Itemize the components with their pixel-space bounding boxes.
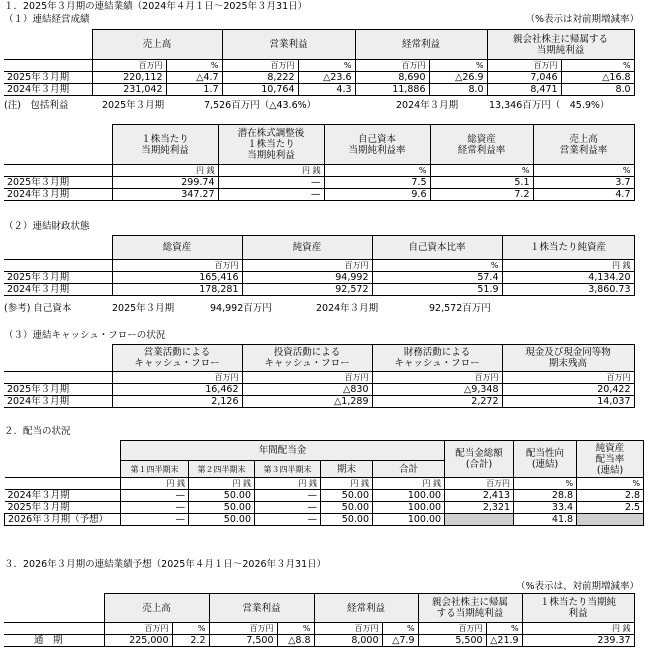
table-row xyxy=(5,502,644,514)
table-cell: 2024年３月期 xyxy=(4,84,92,96)
table-cell: % xyxy=(372,260,502,272)
table-cell: 8.0 xyxy=(561,84,634,96)
table-cell: 231,042 xyxy=(92,84,166,96)
header-operating-cf: 営業活動による キャッシュ・フロー xyxy=(112,345,242,372)
table-cell: 百万円 xyxy=(209,623,277,635)
header-roe: 自己資本 当期純利益率 xyxy=(324,125,430,165)
table-cell: 8.0 xyxy=(429,84,487,96)
label: (注) 包括利益 xyxy=(4,100,69,111)
table-cell: 41.8 xyxy=(514,514,577,526)
table-cell: 百万円 xyxy=(445,478,514,490)
table-cell: 165,416 xyxy=(112,272,242,284)
table-cell: 百万円 xyxy=(418,623,486,635)
label: 13,346百万円（ 45.9%） xyxy=(489,100,610,111)
table-cell: △16.8 xyxy=(561,72,634,84)
table-cell: — xyxy=(121,490,189,502)
table-cell: — xyxy=(255,514,321,526)
label: 第２四半期末 xyxy=(189,461,255,478)
table-cell: △8.8 xyxy=(277,635,314,647)
table-cell: 2024年３月期 xyxy=(5,490,121,502)
header-doe: 純資産 配当率 (連結) xyxy=(577,441,644,478)
table-cell: 百万円 xyxy=(372,372,502,384)
table-cell: △26.9 xyxy=(429,72,487,84)
header-sales: 売上高 xyxy=(92,30,222,60)
dividend-table xyxy=(4,440,644,526)
table-row xyxy=(4,84,634,96)
table-cell: 2026年３月期（予想） xyxy=(5,514,121,526)
label: 92,572百万円 xyxy=(429,303,491,314)
table-cell: 百万円 xyxy=(222,60,298,72)
label: 第３四半期末 xyxy=(255,461,321,478)
table-cell: 100.00 xyxy=(373,502,445,514)
table-cell: 8,690 xyxy=(355,72,429,84)
table-cell: % xyxy=(172,623,209,635)
cash-flow-table xyxy=(4,344,635,408)
table-row xyxy=(4,189,634,201)
table-cell: 14,037 xyxy=(502,396,634,408)
label: (参考) 自己資本 xyxy=(4,303,72,314)
header-operating-margin: 売上高 営業利益率 xyxy=(533,125,634,165)
table-cell: 8,000 xyxy=(314,635,382,647)
table-cell: 50.00 xyxy=(189,502,255,514)
table-cell: △4.7 xyxy=(166,72,222,84)
table-cell: 57.4 xyxy=(372,272,502,284)
table-cell: 220,112 xyxy=(92,72,166,84)
table-cell: 2,413 xyxy=(445,490,514,502)
table-cell: 9.6 xyxy=(324,189,430,201)
table-cell: 7,046 xyxy=(487,72,561,84)
header-investing-cf: 投資活動による キャッシュ・フロー xyxy=(242,345,372,372)
operating-results-table xyxy=(4,29,635,96)
table-cell: % xyxy=(429,60,487,72)
table-cell: 百万円 xyxy=(487,60,561,72)
header-fc-operating: 営業利益 xyxy=(209,594,314,623)
table-cell: 2024年３月期 xyxy=(4,284,112,296)
table-cell: % xyxy=(298,60,355,72)
label: 合計 xyxy=(373,461,445,478)
table-cell: 50.00 xyxy=(321,514,373,526)
header-operating-profit: 営業利益 xyxy=(222,30,355,60)
table-cell: 7,500 xyxy=(209,635,277,647)
section2-title: （２）連結財政状態 xyxy=(4,221,90,232)
table-cell: 円 銭 xyxy=(321,478,373,490)
header-net-assets: 純資産 xyxy=(242,236,372,260)
table-cell: 1.7 xyxy=(166,84,222,96)
header-dividend-total: 配当金総額 (合計) xyxy=(445,441,514,478)
table-cell: 2.8 xyxy=(577,490,644,502)
table-cell: 225,000 xyxy=(104,635,172,647)
table-cell: 8,222 xyxy=(222,72,298,84)
table-cell: 50.00 xyxy=(189,490,255,502)
header-fc-eps: １株当たり当期純 利益 xyxy=(522,594,634,623)
table-row xyxy=(4,396,634,408)
table-cell: 2,126 xyxy=(112,396,242,408)
table-row xyxy=(4,177,634,189)
label: 2025年３月期 xyxy=(112,303,175,314)
label: 2024年３月期 xyxy=(316,303,379,314)
label: 2024年３月期 xyxy=(396,100,459,111)
header-fc-ordinary: 経常利益 xyxy=(314,594,418,623)
table-cell: 2025年３月期 xyxy=(5,502,121,514)
table-cell: 2025年３月期 xyxy=(4,384,112,396)
label: 第１四半期末 xyxy=(121,461,189,478)
table-cell: △9,348 xyxy=(372,384,502,396)
table-cell: — xyxy=(121,502,189,514)
table-cell: △830 xyxy=(242,384,372,396)
table-cell: 28.8 xyxy=(514,490,577,502)
table-cell: % xyxy=(166,60,222,72)
table-cell: 3.7 xyxy=(533,177,634,189)
table-cell: 178,281 xyxy=(112,284,242,296)
table-row xyxy=(4,72,634,84)
table-row xyxy=(4,635,634,647)
table-cell: % xyxy=(577,478,644,490)
table-cell: 百万円 xyxy=(314,623,382,635)
table-cell: 百万円 xyxy=(112,260,242,272)
table-cell: 100.00 xyxy=(373,514,445,526)
label: 2025年３月期 xyxy=(102,100,165,111)
table-cell: △21.9 xyxy=(486,635,522,647)
table-cell: △7.9 xyxy=(382,635,418,647)
header-fc-net: 親会社株主に帰属 する当期純利益 xyxy=(418,594,522,623)
table-cell: 百万円 xyxy=(242,372,372,384)
table-cell: 33.4 xyxy=(514,502,577,514)
header-roa: 総資産 経常利益率 xyxy=(430,125,533,165)
table-cell: 16,462 xyxy=(112,384,242,396)
label: 94,992百万円 xyxy=(210,303,272,314)
table-cell: 2024年３月期 xyxy=(4,189,112,201)
table-cell: 百万円 xyxy=(104,623,172,635)
table-cell: — xyxy=(218,189,324,201)
section1-subtitle: （１）連結経営成績 xyxy=(4,14,90,25)
table-cell: 8,471 xyxy=(487,84,561,96)
header-total-assets: 総資産 xyxy=(112,236,242,260)
table-cell: — xyxy=(121,514,189,526)
header-financing-cf: 財務活動による キャッシュ・フロー xyxy=(372,345,502,372)
table-cell: — xyxy=(255,502,321,514)
table-cell: 円 銭 xyxy=(218,165,324,177)
table-cell: % xyxy=(533,165,634,177)
table-cell: 4,134.20 xyxy=(502,272,634,284)
table-cell: % xyxy=(430,165,533,177)
table-cell: 2024年３月期 xyxy=(4,396,112,408)
header-bps: １株当たり純資産 xyxy=(502,236,634,260)
table-cell: 94,992 xyxy=(242,272,372,284)
financial-position-table xyxy=(4,235,635,296)
table-cell: 347.27 xyxy=(112,189,218,201)
table-cell: 50.00 xyxy=(321,502,373,514)
table-row xyxy=(4,272,634,284)
label: 期末 xyxy=(321,461,373,478)
table-cell: 50.00 xyxy=(189,514,255,526)
table-cell: 2.5 xyxy=(577,502,644,514)
header-blank xyxy=(4,30,92,60)
header-cash-balance: 現金及び現金同等物 期末残高 xyxy=(502,345,634,372)
table-cell: 50.00 xyxy=(321,490,373,502)
table-cell: % xyxy=(486,623,522,635)
table-row xyxy=(4,284,634,296)
label: 7,526百万円（△43.6%） xyxy=(204,100,317,111)
table-cell: 299.74 xyxy=(112,177,218,189)
header-eps: １株当たり 当期純利益 xyxy=(112,125,218,165)
header-net-income: 親会社株主に帰属する 当期純利益 xyxy=(487,30,634,60)
table-cell xyxy=(445,514,514,526)
table-row xyxy=(4,384,634,396)
table-cell: 円 銭 xyxy=(502,260,634,272)
table-cell: △23.6 xyxy=(298,72,355,84)
forecast-table xyxy=(4,593,635,647)
table-cell: 5.1 xyxy=(430,177,533,189)
table-cell: 11,886 xyxy=(355,84,429,96)
table-cell: 円 銭 xyxy=(255,478,321,490)
table-cell: 2,272 xyxy=(372,396,502,408)
table-cell: 5,500 xyxy=(418,635,486,647)
table-cell: 通 期 xyxy=(4,635,104,647)
table-cell: 4.7 xyxy=(533,189,634,201)
table-cell: 10,764 xyxy=(222,84,298,96)
table-cell: % xyxy=(561,60,634,72)
section5-note: （%表示は、対前期増減率） xyxy=(515,581,639,592)
table-cell: 百万円 xyxy=(242,260,372,272)
table-cell: 2025年３月期 xyxy=(4,272,112,284)
table-cell: 7.2 xyxy=(430,189,533,201)
table-cell: 2,321 xyxy=(445,502,514,514)
table-cell: 円 銭 xyxy=(121,478,189,490)
table-cell: 20,422 xyxy=(502,384,634,396)
table-cell: 円 銭 xyxy=(522,623,634,635)
table-cell: 円 銭 xyxy=(373,478,445,490)
table-cell: 2025年３月期 xyxy=(4,177,112,189)
header-equity-ratio: 自己資本比率 xyxy=(372,236,502,260)
header-diluted-eps: 潜在株式調整後 １株当たり 当期純利益 xyxy=(218,125,324,165)
per-share-table xyxy=(4,124,635,201)
section5-title: ３．2026年３月期の連結業績予想（2025年４月１日～2026年３月31日） xyxy=(4,559,327,570)
header-annual-dividend: 年間配当金 xyxy=(121,441,445,461)
table-cell: — xyxy=(255,490,321,502)
table-cell: 円 銭 xyxy=(189,478,255,490)
table-cell xyxy=(577,514,644,526)
section1-title: １．2025年３月期の連結業績（2024年４月１日～2025年３月31日） xyxy=(4,1,308,12)
table-cell: 7.5 xyxy=(324,177,430,189)
section3-title: （３）連結キャッシュ・フローの状況 xyxy=(4,330,166,341)
table-cell: 百万円 xyxy=(355,60,429,72)
table-cell: 百万円 xyxy=(92,60,166,72)
table-cell: 百万円 xyxy=(502,372,634,384)
table-row xyxy=(5,490,644,502)
table-cell: % xyxy=(277,623,314,635)
table-cell: 3,860.73 xyxy=(502,284,634,296)
table-cell: 百万円 xyxy=(112,372,242,384)
table-cell: 239.37 xyxy=(522,635,634,647)
table-cell: 92,572 xyxy=(242,284,372,296)
section1-note: （%表示は対前期増減率） xyxy=(525,14,639,25)
section4-title: ２．配当の状況 xyxy=(4,426,71,437)
table-cell: 2.2 xyxy=(172,635,209,647)
table-cell: % xyxy=(324,165,430,177)
header-payout-ratio: 配当性向 (連結) xyxy=(514,441,577,478)
table-cell: % xyxy=(382,623,418,635)
table-cell: % xyxy=(514,478,577,490)
table-cell: 2025年３月期 xyxy=(4,72,92,84)
table-cell: 51.9 xyxy=(372,284,502,296)
table-cell: 4.3 xyxy=(298,84,355,96)
table-cell: 100.00 xyxy=(373,490,445,502)
table-cell: — xyxy=(218,177,324,189)
header-ordinary-profit: 経常利益 xyxy=(355,30,487,60)
header-fc-sales: 売上高 xyxy=(104,594,209,623)
table-cell: 円 銭 xyxy=(112,165,218,177)
table-row xyxy=(5,514,644,526)
table-cell: △1,289 xyxy=(242,396,372,408)
